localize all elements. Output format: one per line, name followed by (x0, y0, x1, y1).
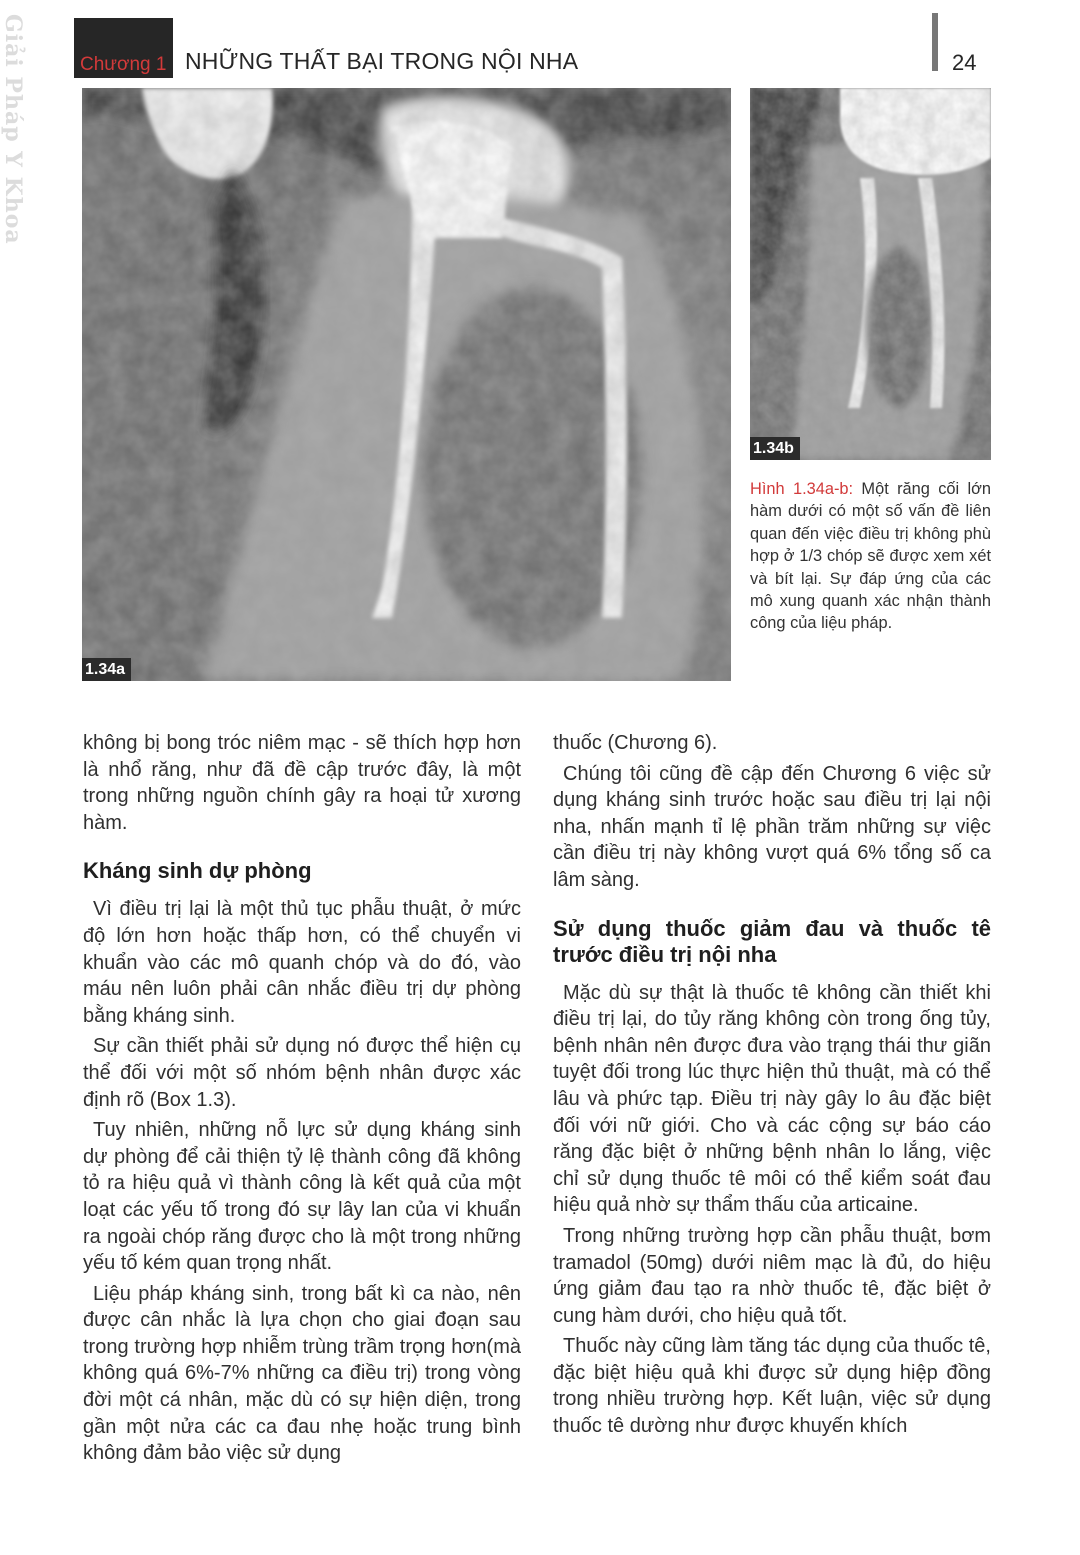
heading-khang-sinh: Kháng sinh dự phòng (83, 858, 312, 884)
figure-caption (750, 478, 991, 635)
left-paragraph-3: Tuy nhiên, những nỗ lực sử dụng kháng sinh dự phòng để cải thiện tỷ lệ thành công đã không tỏ ra hiệu quả vì thành công là kết quả của một loạt các yếu tố trong đó sự lây lan của vi khuẩn ra ngoài chóp răng được cho là một trong những yếu tố kém quan trọng nhất. (83, 1119, 521, 1275)
caption-label: Hình 1.34a-b: (750, 480, 854, 498)
side-watermark: Giải Pháp Y Khoa (0, 14, 26, 245)
page-number-bar (932, 13, 938, 71)
right-paragraph-1: Chúng tôi cũng đề cập đến Chương 6 việc sử dụng kháng sinh trước hoặc sau điều trị lại nội nha, nhấn mạnh tỉ lệ phần trăm những sự việc cần điều trị này không vượt quá 6% tổng số ca lâm sàng. (553, 762, 991, 891)
radiograph-b-image (750, 88, 991, 460)
chapter-title: NHỮNG THẤT BẠI TRONG NỘI NHA (185, 48, 579, 74)
heading-thuoc-giam-dau: Sử dụng thuốc giảm đau và thuốc tê trước điều trị nội nha (553, 915, 991, 967)
left-paragraph-0: không bị bong tróc niêm mạc - sẽ thích hợp hơn là nhổ răng, như đã đề cập trước đây, là một trong những nguồn chính gây ra hoại tử xương hàm. (83, 732, 521, 834)
page-header (74, 18, 994, 78)
left-column (83, 730, 521, 1471)
caption-text: Một răng cối lớn hàm dưới có một số vấn đề liên quan đến việc điều trị không phù hợp ở 1/3 chóp sẽ được xem xét và bít lại. Sự đáp ứng của các mô xung quanh xác nhận thành công của liệu pháp. (750, 480, 991, 633)
right-paragraph-2: Mặc dù sự thật là thuốc tê không cần thiết khi điều trị lại, do tủy răng không còn trong ống tủy, bệnh nhân nên được đưa vào trạng thái thư giãn tuyệt đối trong lúc thực hiện thủ thuật, mà có thể lâu và phức tạp. Điều trị này gây lo âu đặc biệt đối với nữ giới. Cho và các cộng sự báo cáo răng đặc biệt ở những bệnh nhân lo lắng, việc chỉ sử dụng thuốc tê môi có thể kiểm soát đau hiệu quả nhờ sự thẩm thấu của articaine. (553, 981, 991, 1217)
figure-1-34a (82, 88, 731, 681)
right-paragraph-3: Trong những trường hợp cần phẫu thuật, bơm tramadol (50mg) dưới niêm mạc là đủ, do hiệu ứng giảm đau tạo ra nhờ thuốc tê, đặc biệt ở cung hàm dưới, cho hiệu quả tốt. (553, 1224, 991, 1327)
figure-1-34b (750, 88, 991, 460)
right-paragraph-4: Thuốc này cũng làm tăng tác dụng của thuốc tê, đặc biệt hiệu quả khi được sử dụng hiệp đồng trong nhiều trường hợp. Kết luận, việc sử dụng thuốc tê dường như được khuyến khích (553, 1335, 991, 1438)
chapter-box (74, 18, 173, 78)
page-number: 24 (952, 50, 977, 75)
left-paragraph-4: Liệu pháp kháng sinh, trong bất kì ca nào, nên được cân nhắc là lựa chọn cho giai đoạn sau trong trường hợp nhiễm trùng trầm trọng hơn(mà không quá 6%-7% những ca điều trị) trong vòng đời một cá nhân, mặc dù có sự hiện diện, trong gần một nửa các ca đau nhẹ hoặc trung bình không đảm bảo việc sử dụng (83, 1282, 521, 1465)
left-paragraph-1: Vì điều trị lại là một thủ tục phẫu thuật, ở mức độ lớn hơn hoặc thấp hơn, có thể chuyển vi khuẩn vào các mô quanh chóp và do đó, vào máu nên luôn phải cân nhắc điều trị dự phòng bằng kháng sinh. (83, 898, 521, 1027)
right-column (553, 730, 991, 1444)
figure-1-34b-label: 1.34b (750, 437, 800, 460)
figure-1-34a-label: 1.34a (82, 658, 131, 681)
left-paragraph-2: Sự cần thiết phải sử dụng nó được thể hiện cụ thể đối với một số nhóm bệnh nhân được xác định rõ (Box 1.3). (83, 1035, 521, 1111)
radiograph-a-image (82, 88, 731, 681)
chapter-label: Chương 1 (80, 54, 167, 75)
right-paragraph-0: thuốc (Chương 6). (553, 732, 718, 754)
